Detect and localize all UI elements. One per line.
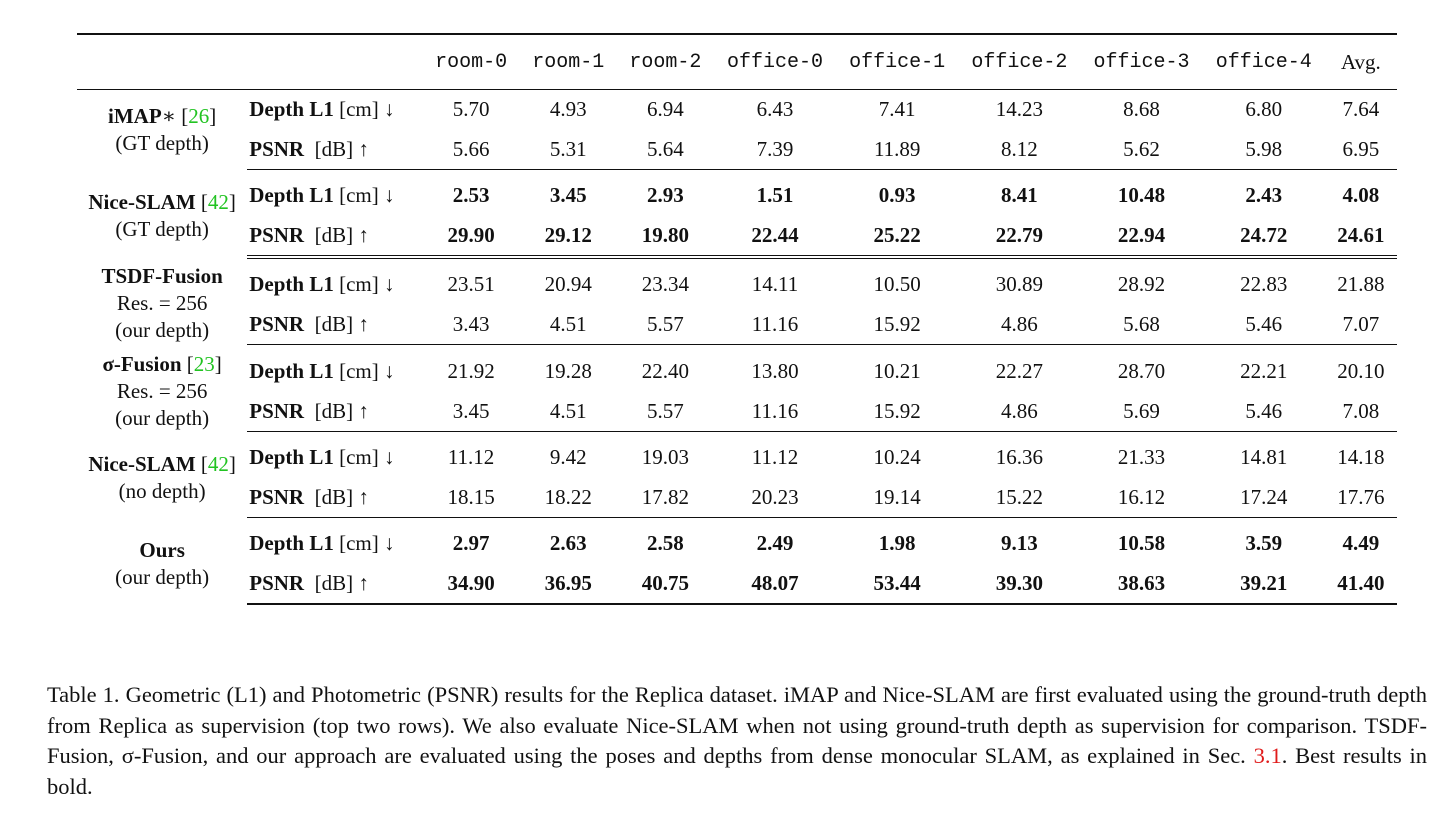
depth-metric-label — [247, 90, 422, 130]
metric-unit: [dB] — [314, 136, 354, 161]
psnr-value-cell: 7.07 — [1325, 305, 1397, 345]
psnr-value-cell: 48.07 — [714, 564, 836, 605]
method-subtitle: (our depth) — [115, 564, 210, 589]
psnr-value-cell: 17.24 — [1203, 478, 1325, 518]
psnr-metric-label — [247, 305, 422, 345]
depth-value-cell: 22.21 — [1240, 358, 1288, 383]
metric-unit: [cm] — [339, 97, 379, 122]
table-row-psnr — [77, 391, 1397, 431]
psnr-value-cell: 25.22 — [836, 216, 958, 258]
depth-value-cell: 14.23 — [995, 97, 1043, 122]
header-row — [77, 34, 1397, 90]
table-header — [77, 34, 1397, 90]
column-header-office-4: office-4 — [1203, 34, 1325, 90]
method-name: Nice-SLAM — [88, 190, 196, 215]
caption-text: Table 1. Geometric (L1) and Photometric (PSNR) results for the Replica dataset. iMAP and Nice-SLAM are first evaluated using the ground-truth depth from Replica as supervision (top two rows). We also evaluate Nice-SLAM when not using ground-truth depth as supervision for comparison. TSDF-Fusion, σ-Fusion, and our approach are evaluated using the poses and depths from dense monocular SLAM, as explained in Sec. — [47, 682, 1427, 768]
column-header-office-2: office-2 — [958, 34, 1080, 90]
metric-name: PSNR — [249, 570, 305, 595]
depth-value-cell: 6.43 — [756, 97, 794, 122]
table-row-psnr — [77, 564, 1397, 605]
psnr-metric-label — [247, 564, 422, 605]
psnr-value-cell: 39.30 — [958, 564, 1080, 605]
method-suffix: ∗ — [161, 103, 176, 128]
metric-name: Depth L1 — [249, 531, 334, 556]
depth-value-cell: 2.53 — [452, 183, 490, 208]
psnr-value-cell: 29.90 — [423, 216, 520, 258]
depth-value-cell: 6.94 — [646, 97, 684, 122]
psnr-value-cell: 4.51 — [520, 391, 617, 431]
depth-value-cell: 21.92 — [447, 358, 495, 383]
depth-value-cell: 4.08 — [1342, 183, 1380, 208]
depth-value-cell: 19.28 — [544, 358, 592, 383]
depth-value-cell: 14.81 — [1240, 445, 1288, 470]
metric-name: Depth L1 — [249, 272, 334, 297]
psnr-value-cell: 6.95 — [1325, 130, 1397, 170]
depth-value-cell: 6.80 — [1245, 97, 1283, 122]
depth-value-cell: 7.41 — [878, 97, 916, 122]
psnr-value-cell: 5.57 — [617, 391, 714, 431]
psnr-value-cell: 24.61 — [1325, 216, 1397, 258]
table-row-depth — [77, 518, 1397, 564]
metric-name: PSNR — [249, 484, 305, 509]
column-header-room-1: room-1 — [520, 34, 617, 90]
results-table — [77, 33, 1397, 605]
metric-unit: [dB] — [314, 398, 354, 423]
depth-metric-label — [247, 170, 422, 216]
down-arrow-icon: ↓ — [384, 445, 395, 470]
method-subtitle: (our depth) — [115, 405, 210, 430]
depth-metric-label — [247, 518, 422, 564]
psnr-value-cell: 53.44 — [836, 564, 958, 605]
column-header-room-0: room-0 — [423, 34, 520, 90]
down-arrow-icon: ↓ — [384, 358, 395, 383]
psnr-value-cell: 11.16 — [714, 305, 836, 345]
citation-link[interactable]: 42 — [207, 190, 229, 215]
up-arrow-icon: ↑ — [358, 570, 369, 595]
table-row-psnr — [77, 478, 1397, 518]
citation-link[interactable]: 23 — [193, 351, 215, 376]
depth-value-cell: 22.27 — [995, 358, 1043, 383]
depth-value-cell: 10.21 — [873, 358, 921, 383]
depth-value-cell: 9.13 — [1000, 531, 1038, 556]
down-arrow-icon: ↓ — [384, 97, 395, 122]
metric-name: Depth L1 — [249, 183, 334, 208]
method-subtitle: Res. = 256 — [116, 378, 208, 403]
up-arrow-icon: ↑ — [358, 136, 369, 161]
header-metric-cell — [247, 34, 422, 90]
citation-link[interactable]: 42 — [207, 451, 229, 476]
psnr-value-cell: 41.40 — [1325, 564, 1397, 605]
depth-value-cell: 4.93 — [549, 97, 587, 122]
depth-value-cell: 2.58 — [646, 531, 684, 556]
method-name: σ-Fusion — [102, 351, 182, 376]
depth-value-cell: 2.49 — [756, 531, 794, 556]
psnr-value-cell: 15.92 — [836, 305, 958, 345]
metric-unit: [cm] — [339, 445, 379, 470]
depth-value-cell: 23.34 — [641, 272, 689, 297]
table-row-psnr — [77, 216, 1397, 258]
down-arrow-icon: ↓ — [384, 272, 395, 297]
table-row-psnr — [77, 305, 1397, 345]
psnr-value-cell: 5.64 — [617, 130, 714, 170]
depth-value-cell: 14.11 — [751, 272, 799, 297]
depth-value-cell: 1.51 — [756, 183, 794, 208]
table-row-depth — [77, 90, 1397, 130]
psnr-value-cell: 5.69 — [1080, 391, 1202, 431]
column-header-avg: Avg. — [1325, 34, 1397, 90]
psnr-value-cell: 22.94 — [1080, 216, 1202, 258]
depth-value-cell: 9.42 — [549, 445, 587, 470]
psnr-value-cell: 36.95 — [520, 564, 617, 605]
psnr-value-cell: 40.75 — [617, 564, 714, 605]
method-name: Nice-SLAM — [88, 451, 196, 476]
psnr-value-cell: 11.16 — [714, 391, 836, 431]
depth-value-cell: 5.70 — [452, 97, 490, 122]
depth-value-cell: 10.48 — [1117, 183, 1166, 208]
method-subtitle: (no depth) — [118, 478, 206, 503]
depth-value-cell: 20.94 — [544, 272, 592, 297]
depth-value-cell: 10.58 — [1117, 531, 1166, 556]
depth-value-cell: 11.12 — [751, 445, 799, 470]
method-subtitle: (GT depth) — [115, 217, 209, 242]
metric-name: PSNR — [249, 398, 305, 423]
depth-metric-label — [247, 432, 422, 478]
psnr-value-cell: 15.22 — [958, 478, 1080, 518]
table-row-depth — [77, 170, 1397, 216]
depth-value-cell: 21.33 — [1117, 445, 1166, 470]
psnr-value-cell: 39.21 — [1203, 564, 1325, 605]
metric-unit: [dB] — [314, 222, 354, 247]
depth-value-cell: 19.03 — [641, 445, 689, 470]
metric-name: Depth L1 — [249, 358, 334, 383]
citation-link[interactable]: 26 — [188, 103, 210, 128]
depth-value-cell: 0.93 — [878, 183, 916, 208]
depth-value-cell: 10.24 — [873, 445, 921, 470]
table-row-depth — [77, 345, 1397, 392]
table-caption — [47, 680, 1427, 802]
psnr-value-cell: 34.90 — [423, 564, 520, 605]
psnr-metric-label — [247, 216, 422, 258]
depth-value-cell: 8.68 — [1123, 97, 1160, 122]
metric-unit: [dB] — [314, 570, 354, 595]
depth-value-cell: 2.93 — [646, 183, 684, 208]
up-arrow-icon: ↑ — [358, 484, 369, 509]
up-arrow-icon: ↑ — [358, 398, 369, 423]
psnr-value-cell: 7.08 — [1325, 391, 1397, 431]
method-cell — [77, 518, 247, 605]
metric-name: PSNR — [249, 222, 305, 247]
psnr-value-cell: 17.76 — [1325, 478, 1397, 518]
metric-unit: [cm] — [339, 358, 379, 383]
method-cell — [77, 257, 247, 345]
up-arrow-icon: ↑ — [358, 222, 369, 247]
psnr-value-cell: 5.57 — [617, 305, 714, 345]
table-row-depth — [77, 257, 1397, 305]
depth-value-cell: 11.12 — [447, 445, 495, 470]
psnr-value-cell: 24.72 — [1203, 216, 1325, 258]
depth-value-cell: 13.80 — [751, 358, 799, 383]
method-name: iMAP — [108, 103, 162, 128]
depth-value-cell: 2.63 — [549, 531, 587, 556]
method-cell: σ-Fusion [23] Res. = 256 (our depth) — [102, 351, 222, 430]
table-body — [77, 90, 1397, 605]
psnr-value-cell: 19.80 — [617, 216, 714, 258]
psnr-value-cell: 5.66 — [423, 130, 520, 170]
depth-value-cell: 22.40 — [641, 358, 689, 383]
metric-unit: [cm] — [339, 531, 379, 556]
psnr-value-cell: 18.15 — [423, 478, 520, 518]
psnr-value-cell: 15.92 — [836, 391, 958, 431]
depth-value-cell: 28.70 — [1117, 358, 1166, 383]
method-cell: iMAP∗ [26] (GT depth) — [108, 103, 217, 155]
column-header-office-0: office-0 — [714, 34, 836, 90]
psnr-value-cell: 20.23 — [714, 478, 836, 518]
column-header-office-1: office-1 — [836, 34, 958, 90]
header-method-cell — [77, 34, 247, 90]
psnr-value-cell: 22.44 — [714, 216, 836, 258]
psnr-value-cell: 19.14 — [836, 478, 958, 518]
depth-value-cell: 2.97 — [452, 531, 490, 556]
method-subtitle: (GT depth) — [115, 130, 209, 155]
depth-value-cell: 8.41 — [1000, 183, 1038, 208]
caption-text-end: . Best results in bold. — [47, 743, 1428, 799]
psnr-value-cell: 5.62 — [1080, 130, 1202, 170]
psnr-metric-label — [247, 478, 422, 518]
psnr-metric-label — [247, 130, 422, 170]
psnr-value-cell: 29.12 — [520, 216, 617, 258]
depth-value-cell: 23.51 — [447, 272, 495, 297]
depth-value-cell: 22.83 — [1240, 272, 1288, 297]
depth-value-cell: 1.98 — [878, 531, 916, 556]
table-row-depth — [77, 432, 1397, 478]
method-name: Ours — [139, 537, 185, 562]
method-subtitle: Res. = 256 — [116, 291, 208, 316]
psnr-value-cell: 5.68 — [1080, 305, 1202, 345]
psnr-value-cell: 5.46 — [1203, 391, 1325, 431]
depth-value-cell: 21.88 — [1337, 272, 1385, 297]
metric-name: PSNR — [249, 136, 305, 161]
psnr-value-cell: 38.63 — [1080, 564, 1202, 605]
psnr-value-cell: 5.31 — [520, 130, 617, 170]
psnr-value-cell: 17.82 — [617, 478, 714, 518]
depth-value-cell: 2.43 — [1245, 183, 1283, 208]
depth-value-cell: 30.89 — [995, 272, 1043, 297]
method-subtitle: (our depth) — [115, 318, 210, 343]
depth-value-cell: 3.45 — [549, 183, 587, 208]
psnr-value-cell: 11.89 — [836, 130, 958, 170]
method-name: TSDF-Fusion — [101, 264, 223, 289]
psnr-value-cell: 18.22 — [520, 478, 617, 518]
metric-unit: [dB] — [314, 484, 354, 509]
metric-name: Depth L1 — [249, 97, 334, 122]
psnr-metric-label — [247, 391, 422, 431]
depth-value-cell: 20.10 — [1337, 358, 1385, 383]
depth-value-cell: 10.50 — [873, 272, 921, 297]
psnr-value-cell: 22.79 — [958, 216, 1080, 258]
down-arrow-icon: ↓ — [384, 531, 395, 556]
column-header-room-2: room-2 — [617, 34, 714, 90]
metric-unit: [cm] — [339, 183, 379, 208]
down-arrow-icon: ↓ — [384, 183, 395, 208]
depth-metric-label — [247, 345, 422, 392]
depth-value-cell: 4.49 — [1342, 531, 1380, 556]
results-table-container — [77, 33, 1397, 605]
metric-unit: [cm] — [339, 272, 379, 297]
psnr-value-cell: 4.86 — [958, 305, 1080, 345]
depth-value-cell: 16.36 — [995, 445, 1043, 470]
psnr-value-cell: 5.98 — [1203, 130, 1325, 170]
psnr-value-cell: 5.46 — [1203, 305, 1325, 345]
depth-value-cell: 3.59 — [1245, 531, 1283, 556]
metric-name: PSNR — [249, 311, 305, 336]
depth-value-cell: 28.92 — [1117, 272, 1166, 297]
psnr-value-cell: 3.45 — [423, 391, 520, 431]
psnr-value-cell: 3.43 — [423, 305, 520, 345]
up-arrow-icon: ↑ — [358, 311, 369, 336]
psnr-value-cell: 4.86 — [958, 391, 1080, 431]
depth-metric-label — [247, 257, 422, 305]
table-row-psnr — [77, 130, 1397, 170]
column-header-office-3: office-3 — [1080, 34, 1202, 90]
psnr-value-cell: 7.39 — [714, 130, 836, 170]
method-cell: Nice-SLAM [42] (GT depth) — [88, 190, 236, 242]
psnr-value-cell: 8.12 — [958, 130, 1080, 170]
psnr-value-cell: 4.51 — [520, 305, 617, 345]
depth-value-cell: 7.64 — [1342, 97, 1380, 122]
metric-unit: [dB] — [314, 311, 354, 336]
metric-name: Depth L1 — [249, 445, 334, 470]
depth-value-cell: 14.18 — [1337, 445, 1385, 470]
method-cell: Nice-SLAM [42] (no depth) — [88, 451, 236, 503]
psnr-value-cell: 16.12 — [1080, 478, 1202, 518]
caption-section-ref[interactable]: 3.1 — [1253, 743, 1282, 768]
